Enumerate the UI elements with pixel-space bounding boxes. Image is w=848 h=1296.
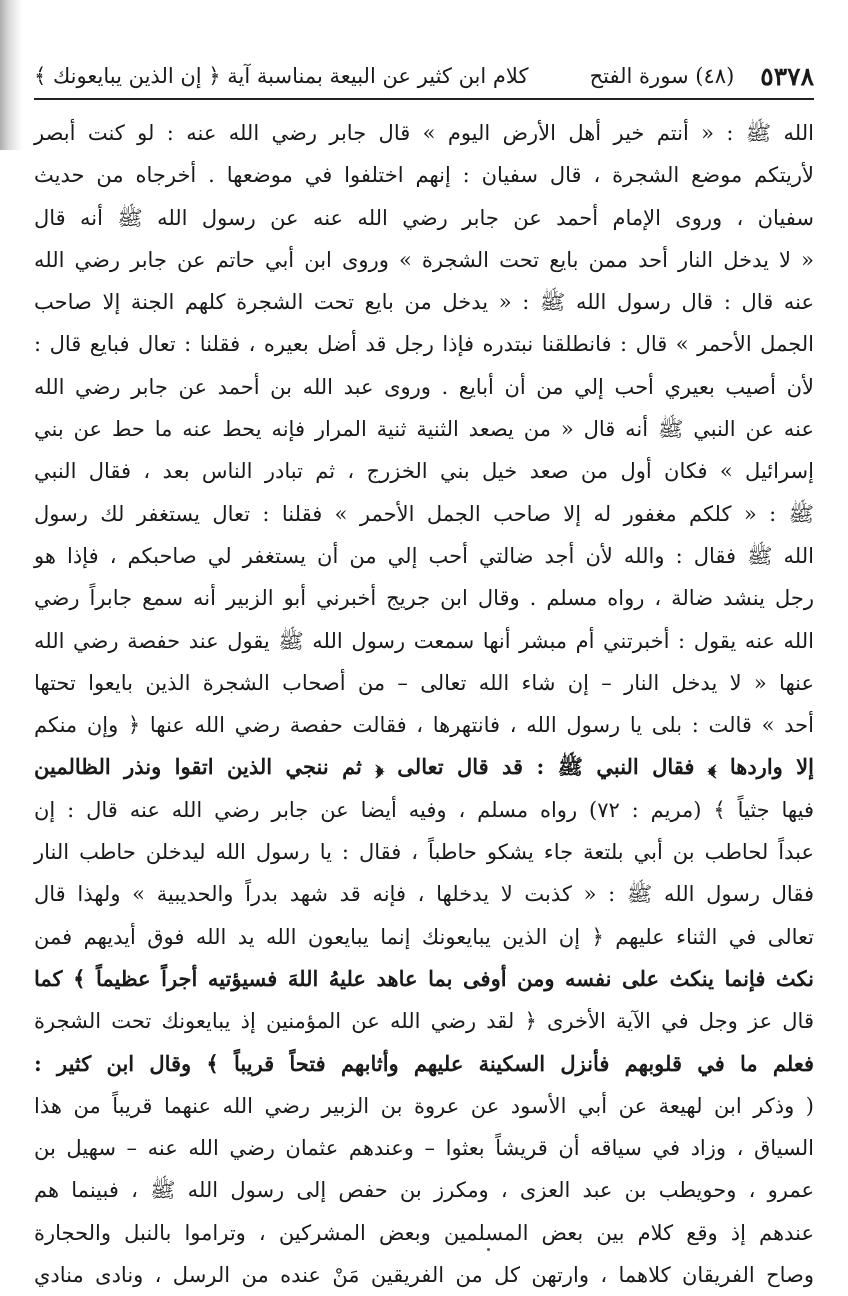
text-line: أحد » قالت : بلى يا رسول الله ، فانتهرها ، فقالت حفصة رضي الله عنها ﴿ وإن منكم (34, 713, 814, 738)
text-line: فيها جثياً ﴾ (مريم : ٧٢) رواه مسلم ، وفيه أيضا عن جابر رضي الله عنه قال : إن (34, 797, 814, 822)
text-line: لأريتكم موضع الشجرة ، قال سفيان : إنهم اختلفوا في موضعها . أخرجاه من حديث (34, 163, 814, 188)
surah-label: (٤٨) سورة الفتح (589, 64, 735, 88)
body-text (34, 112, 814, 1296)
text-line: نكث فإنما ينكث على نفسه ومن أوفى بما عاهد عليهُ اللهَ فسيؤتيه أجراً عظيماً ﴾ كما (34, 965, 814, 991)
running-title: كلام ابن كثير عن البيعة بمناسبة آية ﴿ إن الذين يبايعونك ﴾ (34, 64, 529, 88)
text-line: ﷺ : « كلكم مغفور له إلا صاحب الجمل الأحمر » فقلنا : تعال يستغفر لك رسول (34, 501, 814, 526)
text-line: عندهم إذ وقع كلام بين بعض المسلمين وبعض المشركين ، وتراموا بالنبل والحجارة (34, 1220, 814, 1245)
text-line: تعالى في الثناء عليهم ﴿ إن الذين يبايعونك إنما يبايعون الله يد الله فوق أيديهم فمن (34, 924, 814, 949)
text-line: إلا واردها ﴾ فقال النبي ﷺ : قد قال تعالى ﴿ ثم ننجي الذين اتقوا ونذر الظالمين (34, 754, 814, 780)
text-line: رجل ينشد ضالة ، رواه مسلم . وقال ابن جريج أخبرني أبو الزبير أنه سمع جابراً رضي (34, 586, 814, 611)
text-line: ( وذكر ابن لهيعة عن أبي الأسود عن عروة بن الزبير رضي الله عنهما قريباً من هذا (34, 1093, 814, 1118)
text-line: لأن أصيب بعيري أحب إلي من أن أبايع . وروى عبد الله بن أحمد عن جابر رضي الله (34, 374, 814, 399)
text-line: قال عز وجل في الآية الأخرى ﴿ لقد رضي الله عن المؤمنين إذ يبايعونك تحت الشجرة (34, 1009, 814, 1034)
footer-dot (487, 1248, 490, 1251)
text-line: « لا يدخل النار أحد ممن بايع تحت الشجرة » وروى ابن أبي حاتم عن جابر رضي الله (34, 247, 814, 272)
text-line: فعلم ما في قلوبهم فأنزل السكينة عليهم وأثابهم فتحاً قريباً ﴾ وقال ابن كثير : (34, 1050, 814, 1076)
text-line: سفيان ، وروى الإمام أحمد عن جابر رضي الله عنه عن رسول الله ﷺ أنه قال (34, 205, 814, 230)
text-line: عنه قال : قال رسول الله ﷺ : « يدخل من بايع تحت الشجرة كلهم الجنة إلا صاحب (34, 290, 814, 315)
text-line: السياق ، وزاد في سياقه أن قريشاً بعثوا – وعندهم عثمان رضي الله عنه – سهيل بن (34, 1136, 814, 1161)
text-line: وصاح الفريقان كلاهما ، وارتهن كل من الفريقين مَنْ عنده من الرسل ، ونادى منادي (34, 1263, 814, 1288)
text-line: الله ﷺ : « أنتم خير أهل الأرض اليوم » قال جابر رضي الله عنه : لو كنت أبصر (34, 121, 814, 145)
page-header (34, 58, 814, 94)
text-line: الجمل الأحمر » قال : فانطلقنا نبتدره فإذا رجل قد أضل بعيره ، فقلنا : تعال فبايع قال : (34, 332, 814, 357)
header-divider (34, 98, 814, 100)
text-line: عنه عن النبي ﷺ أنه قال « من يصعد الثنية ثنية المرار فإنه يحط عنه ما حط عن بني (34, 417, 814, 442)
page-edge-shadow (0, 0, 22, 150)
text-line: عنها « لا يدخل النار – إن شاء الله تعالى – من أصحاب الشجرة الذين بايعوا تحتها (34, 670, 814, 695)
page-number: ٥٣٧٨ (760, 61, 814, 91)
text-line: الله عنه يقول : أخبرتني أم مبشر أنها سمعت رسول الله ﷺ يقول عند حفصة رضي الله (34, 628, 814, 653)
text-line: عمرو ، وحويطب بن عبد العزى ، ومكرز بن حفص إلى رسول الله ﷺ ، فبينما هم (34, 1178, 814, 1203)
text-line: الله ﷺ فقال : والله لأن أجد ضالتي أحب إلي من أن يستغفر لي صاحبكم ، فإذا هو (34, 543, 814, 568)
text-line: عبداً لحاطب بن أبي بلتعة جاء يشكو حاطباً ، فقال : يا رسول الله ليدخلن حاطب النار (34, 840, 814, 865)
text-line: فقال رسول الله ﷺ : « كذبت لا يدخلها ، فإنه قد شهد بدراً والحديبية » ولهذا قال (34, 882, 814, 907)
text-line: إسرائيل » فكان أول من صعد خيل بني الخزرج ، ثم تبادر الناس بعد ، فقال النبي (34, 459, 814, 484)
